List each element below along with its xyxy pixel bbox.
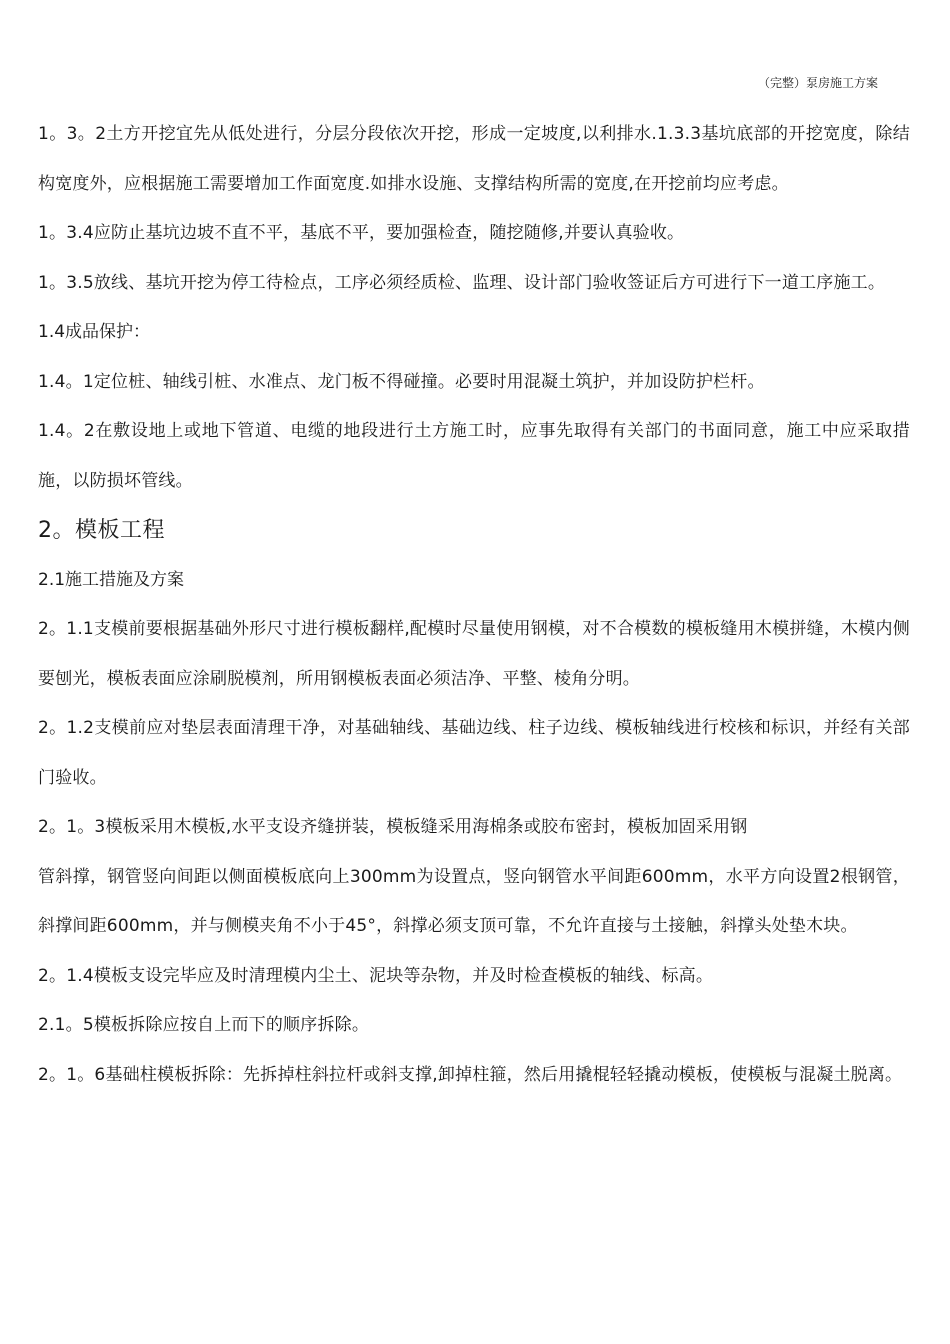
paragraph-2-1-5: 2.1。5模板拆除应按自上而下的顺序拆除。 — [38, 1015, 370, 1035]
paragraph-2-1-3-line1: 2。1。3模板采用木模板,水平支设齐缝拼装，模板缝采用海棉条或胶布密封，模板加固采用钢 — [38, 817, 748, 837]
paragraph-1-4-1: 1.4。1定位桩、轴线引桩、水准点、龙门板不得碰撞。必要时用混凝土筑护，并加设防护栏杆。 — [38, 371, 765, 392]
section-heading-1-4: 1.4成品保护： — [38, 322, 151, 342]
paragraph-1-3-2: 1。3。2土方开挖宜先从低处进行，分层分段依次开挖，形成一定坡度,以利排水.1.3.3基坑底部的开挖宽度，除结构宽度外，应根据施工需要增加工作面宽度.如排水设施、支撑结构所需的宽度,在开挖前均应考虑。 — [38, 124, 910, 194]
paragraph-1-4-2: 1.4。2在敷设地上或地下管道、电缆的地段进行土方施工时，应事先取得有关部门的书面同意，施工中应采取措施，以防损坏管线。 — [38, 421, 910, 491]
paragraph-1-3-5: 1。3.5放线、基坑开挖为停工待检点，工序必须经质检、监理、设计部门验收签证后方可进行下一道工序施工。 — [38, 272, 886, 293]
paragraph-1-3-4: 1。3.4应防止基坑边坡不直不平，基底不平，要加强检查，随挖随修,并要认真验收。 — [38, 223, 685, 243]
running-header: （完整）泵房施工方案 — [758, 76, 879, 90]
document-body — [38, 110, 910, 1100]
paragraph-2-1-3-rest: 管斜撑，钢管竖向间距以侧面模板底向上300mm为设置点，竖向钢管水平间距600mm，水平方向设置2根钢管，斜撑间距600mm，并与侧模夹角不小于45°，斜撑必须支顶可靠，不允许直接与土接触，斜撑头处垫木块。 — [38, 866, 910, 936]
paragraph-2-1-4: 2。1.4模板支设完毕应及时清理模内尘土、泥块等杂物，并及时检查模板的轴线、标高。 — [38, 965, 714, 986]
section-heading-2-1: 2.1施工措施及方案 — [38, 569, 185, 590]
chapter-heading-2: 2。模板工程 — [38, 518, 165, 543]
paragraph-2-1-1: 2。1.1支模前要根据基础外形尺寸进行模板翻样,配模时尽量使用钢模，对不合模数的模板缝用木模拼缝，木模内侧要刨光，模板表面应涂刷脱模剂，所用钢模板表面必须洁净、平整、棱角分明。 — [38, 619, 910, 689]
paragraph-2-1-2: 2。1.2支模前应对垫层表面清理干净，对基础轴线、基础边线、柱子边线、模板轴线进行校核和标识，并经有关部门验收。 — [38, 718, 910, 788]
paragraph-2-1-6: 2。1。6基础柱模板拆除：先拆掉柱斜拉杆或斜支撑,卸掉柱箍，然后用撬棍轻轻撬动模板，使模板与混凝土脱离。 — [38, 1064, 903, 1085]
